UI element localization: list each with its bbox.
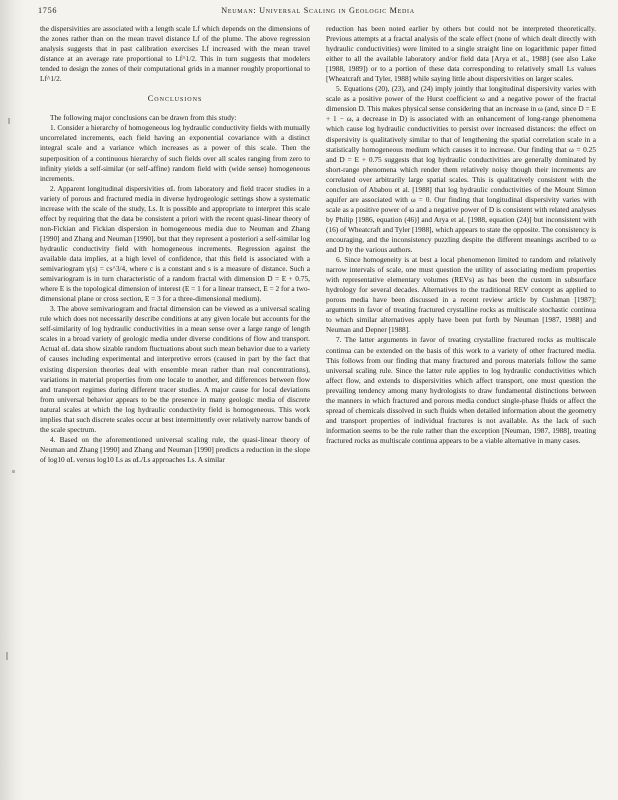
conclusion-item-5: 5. Equations (20), (23), and (24) imply jointly that longitudinal dispersivity varies with scale as a positive power of the Hurst coefficient ω and a negative power of the fractal dimension D. This makes physical sense considering that an increase in ω (and, since D = E + 1 − ω, a decrease in D) is associated with an enhancement of long-range phenomena which cause log hydraulic conductivities to persist over increased distances: the effect on dispersivity is qualitatively similar to that of lengthening the spatial correlation scale in a statistically homogeneous medium which causes it to increase. Our finding that ω = 0.25 and D = E + 0.75 suggests that log hydraulic conductivities are generally dominated by short-range phenomena which render them relatively noisy though their increments are correlated over arbitrarily large spatial scales. This is qualitatively consistent with the conclusion of Ababou et al. [1988] that log hydraulic conductivities of the Mount Simon aquifer are associated with ω = 0. Our finding that longitudinal dispersivity varies with scale as a positive power of ω and a negative power of D is consistent with related analyses by Philip [1986, equation (46)] and Arya et al. [1988, equation (24)] but inconsistent with (16) of Wheatcraft and Tyler [1988], which appears to state the opposite. The consistency is encouraging, and the inconsistency puzzling despite the different meanings ascribed to ω and D by the various authors.	[326, 84, 596, 255]
conclusion-item-7: 7. The latter arguments in favor of treating crystalline fractured rocks as multiscale continua can be extended on the basis of this work to a variety of other fractured media. This follows from our finding that many fractured and porous materials follow the same universal scaling rule. Since the latter rule applies to log hydraulic conductivities which affect flow, and extends to dispersivities which affect transport, one must question the prevailing tendency among many hydrologists to draw fundamental distinctions between the manners in which fractured and porous media conduct single-phase fluids or affect the spread of chemicals dissolved in such fluids when detailed information about the geometry and transport properties of individual fractures is not available. As the lack of such information seems to be the rule rather than the exception [Neuman, 1987, 1988], treating fractured rocks as multiscale continua appears to be a viable alternative in many cases.	[326, 335, 596, 445]
page-number: 1756	[38, 6, 58, 15]
running-head-title: Neuman: Universal Scaling in Geologic Media	[221, 6, 415, 15]
paragraph-item-4-continued: reduction has been noted earlier by others but could not be interpreted theoretically. Previous attempts at a fractal analysis of the scale effect (none of which dealt directly with hydraulic conductivities) were limited to a single straight line on logarithmic paper fitted either to all the available laboratory and/or field data [Arya et al., 1988] (see also Lake [1988, 1989]) or to a portion of these data corresponding to relatively small Ls values [Wheatcraft and Tyler, 1988] while saying little about dispersivities on larger scales.	[326, 24, 596, 84]
scan-artifact	[12, 470, 15, 473]
conclusion-item-4: 4. Based on the aforementioned universal scaling rule, the quasi-linear theory of Neuman and Zhang [1990] and Zhang and Neuman [1990] predicts a reduction in the slope of log10 αL versus log10 Ls as αL/Ls approaches Ls. A similar	[40, 434, 310, 464]
conclusion-item-6: 6. Since homogeneity is at best a local phenomenon limited to random and relatively narrow intervals of scale, one must question the utility of associating medium properties with representative elementary volumes (REVs) as has been the custom in subsurface hydrology for several decades. Alternatives to the traditional REV concept as applied to porous media have been discussed in a recent review article by Cushman [1987]; arguments in favor of treating fractured crystalline rocks as multiscale stochastic continua to which similar alternatives apply have been put forth by Neuman [1987, 1988] and Neuman and Depner [1988].	[326, 255, 596, 335]
scan-artifact	[6, 652, 8, 660]
right-column	[326, 24, 596, 792]
conclusion-item-2: 2. Apparent longitudinal dispersivities αL from laboratory and field tracer studies in a variety of porous and fractured media in diverse hydrogeologic settings show a systematic increase with the scale of the study, Ls. It is possible and appropriate to interpret this scale effect by requiring that the data be consistent a priori with the recent quasi-linear theory of non-Fickian and Fickian dispersion in homogeneous media due to Neuman and Zhang [1990] and Zhang and Neuman [1990], but that they represent a posteriori a self-similar log hydraulic conductivity field with homogeneous increments. Regression against the available data implies, at a high level of confidence, that this field is associated with a semivariogram γ(s) = cs^3/4, where c is a constant and s is a measure of distance. Such a semivariogram is in turn characteristic of a random fractal with dimension D = E + 0.75, where E is the topological dimension of interest (E = 1 for a linear transect, E = 2 for a two-dimensional plane or cross section, E = 3 for a three-dimensional medium).	[40, 183, 310, 304]
paragraph-conclusions-intro: The following major conclusions can be drawn from this study:	[50, 113, 237, 123]
left-column	[40, 24, 310, 792]
paragraph-scale-dependence: the dispersivities are associated with a length scale Lf which depends on the dimensions of the zones rather than on the mean travel distance Lf of the plume. The above regression analysis suggests that in past calibration exercises Lf increased with the mean travel distance at an average rate proportional to Lf^1/2. This in turn suggests that modelers tended to design the zones of their computational grids in a manner roughly proportional to Lf^1/2.	[40, 24, 310, 84]
conclusion-item-3: 3. The above semivariogram and fractal dimension can be viewed as a universal scaling rule which does not necessarily describe conditions at any given locale but accounts for the self-similarity of log hydraulic conductivities in a mean sense over a large range of length scales in a broad variety of geologic media under diverse conditions of flow and transport. Actual αL data show sizable random fluctuations about such mean behavior due to a variety of causes including experimental and interpretive errors (caused in part by the fact that existing dispersion theories deal with ensemble mean rather than real concentrations), variations in material properties from one locale to another, and differences between flow and transport regimes during different tracer studies. A major cause for local deviations from universal behavior appears to be the presence in many geologic media of discrete natural scales at which the log hydraulic conductivity field is homogeneous. This work implies that such discrete scales occur at best intermittently over relatively narrow bands of the scale spectrum.	[40, 304, 310, 434]
section-heading-conclusions: Conclusions	[147, 94, 203, 104]
running-header	[38, 6, 598, 18]
conclusion-item-1: 1. Consider a hierarchy of homogeneous log hydraulic conductivity fields with mutually uncorrelated increments, each field having an exponential covariance with a distinct integral scale and a variance which increases as a power of this scale. Then the superposition of a continuous hierarchy of such fields over all scales ranging from zero to infinity yields a self-similar (or self-affine) random field with (wide sense) homogeneous increments.	[40, 123, 310, 183]
scan-artifact	[8, 118, 10, 124]
scan-binding-shadow	[0, 0, 26, 800]
